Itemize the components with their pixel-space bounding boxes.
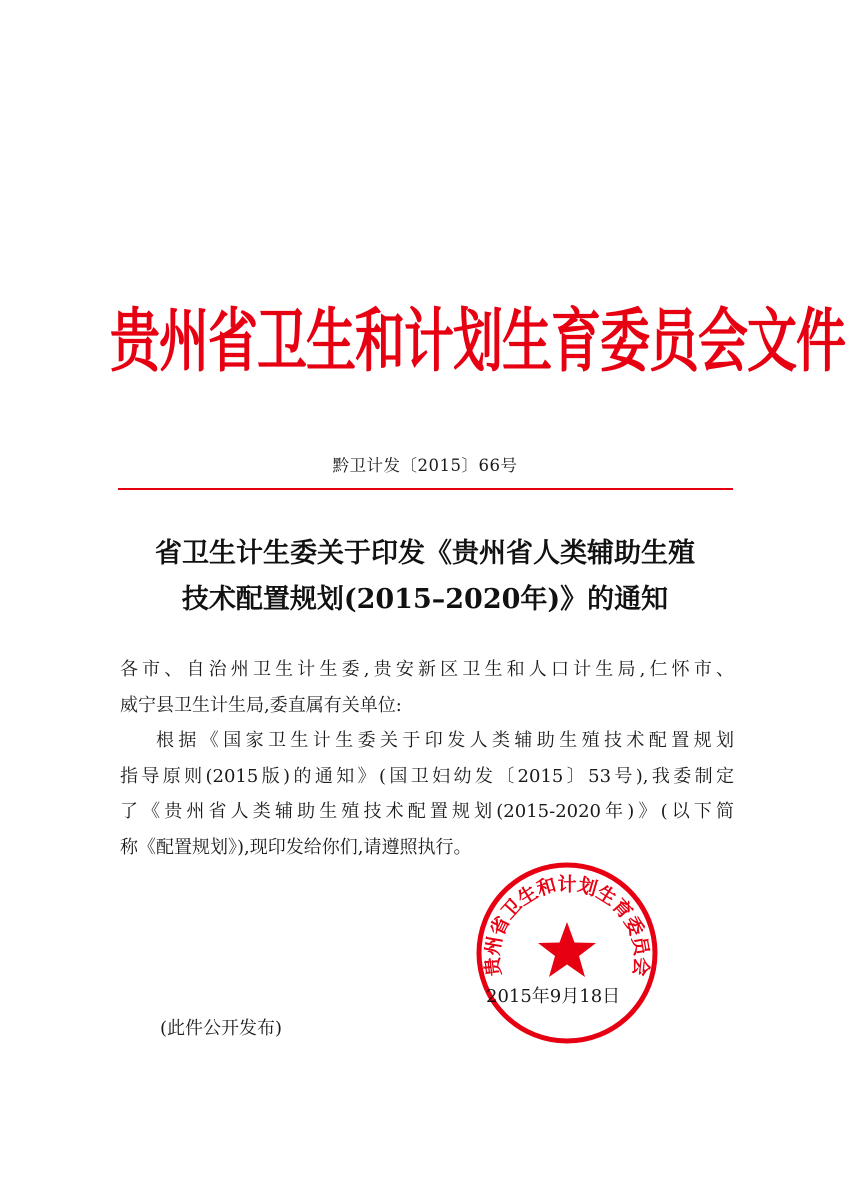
addressee-line: 各市、自治州卫生计生委,贵安新区卫生和人口计生局,仁怀市、 bbox=[120, 659, 734, 680]
body-paragraph-line: 指导原则(2015版)的通知》(国卫妇幼发〔2015〕53号),我委制定 bbox=[120, 765, 734, 787]
document-masthead: 贵州省卫生和计划生育委员会文件 bbox=[110, 301, 845, 382]
official-seal bbox=[474, 860, 660, 1046]
seal-star-icon bbox=[538, 922, 596, 977]
document-number: 黔卫计发〔2015〕66号 bbox=[332, 456, 518, 475]
body-paragraph-line: 称《配置规划》),现印发给你们,请遵照执行。 bbox=[120, 836, 472, 858]
notice-body bbox=[120, 652, 734, 865]
body-paragraph-line: 根据《国家卫生计生委关于印发人类辅助生殖技术配置规划 bbox=[156, 730, 734, 751]
notice-title bbox=[0, 531, 850, 623]
release-note: (此件公开发布) bbox=[160, 1018, 283, 1039]
notice-title-line: 技术配置规划(2015–2020年)》的通知 bbox=[181, 584, 669, 615]
issue-date: 2015年9月18日 bbox=[486, 986, 621, 1007]
body-paragraph-line: 了《贵州省人类辅助生殖技术配置规划(2015-2020年)》(以下简 bbox=[120, 801, 734, 822]
notice-title-line: 省卫生计生委关于印发《贵州省人类辅助生殖 bbox=[155, 538, 695, 569]
seal-text: 贵州省卫生和计划生育委员会 bbox=[481, 873, 653, 978]
red-divider-line bbox=[118, 488, 733, 490]
addressee-line: 威宁县卫生计生局,委直属有关单位: bbox=[120, 694, 402, 716]
